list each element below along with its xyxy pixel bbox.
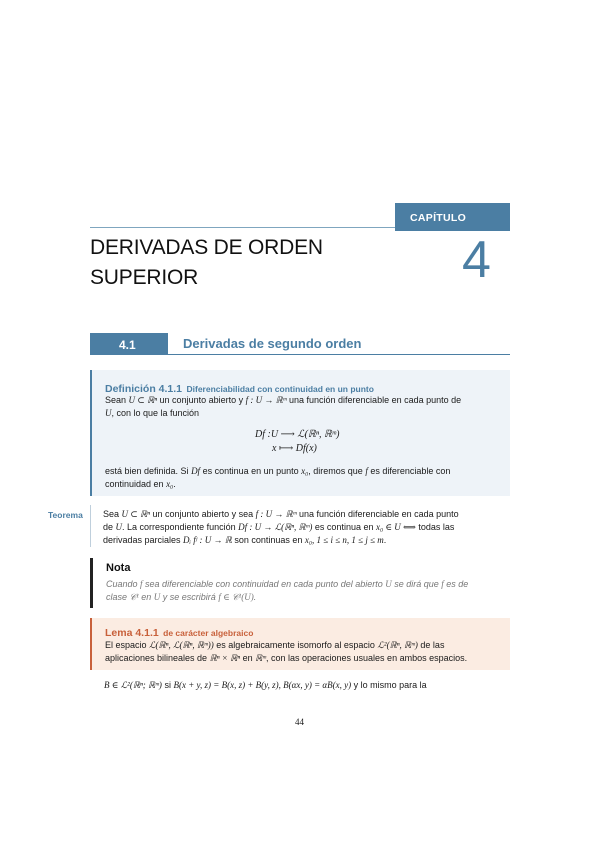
chapter-label-tab bbox=[395, 203, 510, 231]
text: . bbox=[383, 535, 387, 545]
math-inline: ℝᵐ bbox=[255, 653, 266, 663]
math-inline: x₀, 1 ≤ i ≤ n, 1 ≤ j ≤ m bbox=[304, 535, 384, 545]
definition-line-4 bbox=[105, 478, 176, 491]
section-number: 4.1 bbox=[90, 333, 168, 355]
math-inline: ℝⁿ × ℝⁿ bbox=[209, 653, 241, 663]
math-inline: U bbox=[385, 579, 392, 589]
math-inline: f bbox=[140, 579, 143, 589]
text: de las bbox=[417, 640, 445, 650]
math-inline: U bbox=[153, 592, 161, 602]
definition-equation-1: Df :U ⟶ ℒ(ℝⁿ, ℝᵐ) bbox=[255, 429, 340, 440]
text: si bbox=[161, 680, 174, 690]
text: clase bbox=[106, 592, 130, 602]
body-line bbox=[104, 679, 427, 692]
text: todas las bbox=[415, 522, 455, 532]
math-inline: B ∈ ℒ²(ℝⁿ; ℝᵐ) bbox=[104, 680, 162, 690]
text: una función diferenciable en cada punto de bbox=[286, 395, 462, 405]
text: es algebraicamente isomorfo al espacio bbox=[213, 640, 378, 650]
text: , diremos que bbox=[308, 466, 366, 476]
text: es continua en bbox=[312, 522, 376, 532]
text: aplicaciones bilineales de bbox=[105, 653, 210, 663]
math-inline: f ∈ 𝒞¹(U) bbox=[218, 592, 254, 602]
text: es continua en un punto bbox=[200, 466, 302, 476]
text: . La correspondiente función bbox=[122, 522, 239, 532]
text: son continuas en bbox=[231, 535, 305, 545]
math-inline: f : U → ℝᵐ bbox=[245, 395, 287, 405]
math-inline: ℒ(ℝⁿ, ℒ(ℝⁿ, ℝᵐ)) bbox=[149, 640, 214, 650]
chapter-label: CAPÍTULO bbox=[410, 212, 467, 224]
math-inline: Df : U → ℒ(ℝⁿ, ℝᵐ) bbox=[238, 522, 313, 532]
theorem-line-2 bbox=[103, 521, 454, 534]
math-inline: x₀ bbox=[301, 466, 309, 476]
theorem-line-1 bbox=[103, 508, 459, 521]
page-number: 44 bbox=[295, 717, 304, 727]
math-inline: U ⊂ ℝⁿ bbox=[121, 509, 151, 519]
lemma-line-2 bbox=[105, 652, 467, 665]
definition-line-1 bbox=[105, 394, 461, 407]
note-line-2 bbox=[106, 591, 256, 604]
definition-line-2 bbox=[105, 407, 199, 420]
text: sea diferenciable con continuidad en cada punto del abierto bbox=[142, 579, 386, 589]
section-rule bbox=[90, 354, 510, 355]
math-inline: 𝒞¹ bbox=[129, 592, 139, 602]
text: en bbox=[240, 653, 256, 663]
math-inline: f bbox=[441, 579, 444, 589]
theorem-margin-bar bbox=[90, 505, 91, 547]
definition-equation-2: x ⟼ Df(x) bbox=[272, 443, 317, 454]
text: continuidad en bbox=[105, 479, 167, 489]
text: derivadas parciales bbox=[103, 535, 184, 545]
text: Cuando bbox=[106, 579, 141, 589]
lemma-subtitle: de carácter algebraico bbox=[163, 628, 254, 638]
text: un conjunto abierto y sea bbox=[150, 509, 256, 519]
text: de bbox=[103, 522, 116, 532]
text: se dirá que bbox=[391, 579, 442, 589]
chapter-title-line1: DERIVADAS DE ORDEN bbox=[90, 236, 323, 259]
lemma-label: Lema 4.1.1 bbox=[105, 627, 159, 639]
lemma-line-1 bbox=[105, 639, 444, 652]
text: es diferenciable con bbox=[367, 466, 451, 476]
chapter-title bbox=[90, 233, 420, 293]
math-inline: U bbox=[115, 522, 123, 532]
math-inline: B(x + y, z) = B(x, z) + B(y, z), B(αx, y) = αB(x, y) bbox=[173, 680, 352, 690]
chapter-header-rule bbox=[90, 227, 395, 228]
text: un conjunto abierto y bbox=[157, 395, 246, 405]
text: y lo mismo para la bbox=[351, 680, 427, 690]
text: . bbox=[253, 592, 257, 602]
text: y se escribirá bbox=[160, 592, 219, 602]
text: El espacio bbox=[105, 640, 150, 650]
theorem-label: Teorema bbox=[48, 510, 83, 520]
chapter-number: 4 bbox=[462, 231, 491, 289]
math-inline: Df bbox=[191, 466, 201, 476]
definition-line-3 bbox=[105, 465, 450, 478]
definition-subtitle: Diferenciabilidad con continuidad en un punto bbox=[186, 384, 374, 394]
text: una función diferenciable en cada punto bbox=[296, 509, 459, 519]
lemma-box bbox=[90, 618, 510, 670]
math-inline: f bbox=[365, 466, 368, 476]
math-inline: f : U → ℝᵐ bbox=[255, 509, 297, 519]
math-inline: U bbox=[105, 408, 112, 418]
text: Sean bbox=[105, 395, 129, 405]
text: , con las operaciones usuales en ambos espacios. bbox=[265, 653, 468, 663]
text: , con lo que la función bbox=[111, 408, 200, 418]
section-header bbox=[90, 333, 510, 355]
text: Sea bbox=[103, 509, 122, 519]
note-line-1 bbox=[106, 578, 468, 591]
math-inline: Dᵢ fʲ : U → ℝ bbox=[183, 535, 232, 545]
math-inline: x₀ bbox=[166, 479, 174, 489]
text: es de bbox=[443, 579, 469, 589]
note-box bbox=[90, 558, 510, 608]
definition-box bbox=[90, 370, 510, 496]
theorem-line-3 bbox=[103, 534, 386, 547]
note-title: Nota bbox=[106, 562, 131, 574]
math-inline: U ⊂ ℝⁿ bbox=[128, 395, 158, 405]
text: está bien definida. Si bbox=[105, 466, 192, 476]
chapter-title-line2: SUPERIOR bbox=[90, 266, 199, 289]
text: en bbox=[138, 592, 154, 602]
text: . bbox=[173, 479, 176, 489]
definition-label: Definición 4.1.1 bbox=[105, 383, 183, 395]
math-inline: ℒ²(ℝⁿ, ℝᵐ) bbox=[377, 640, 418, 650]
section-title: Derivadas de segundo orden bbox=[183, 336, 362, 351]
math-inline: x₀ ∈ U ⟺ bbox=[375, 522, 416, 532]
